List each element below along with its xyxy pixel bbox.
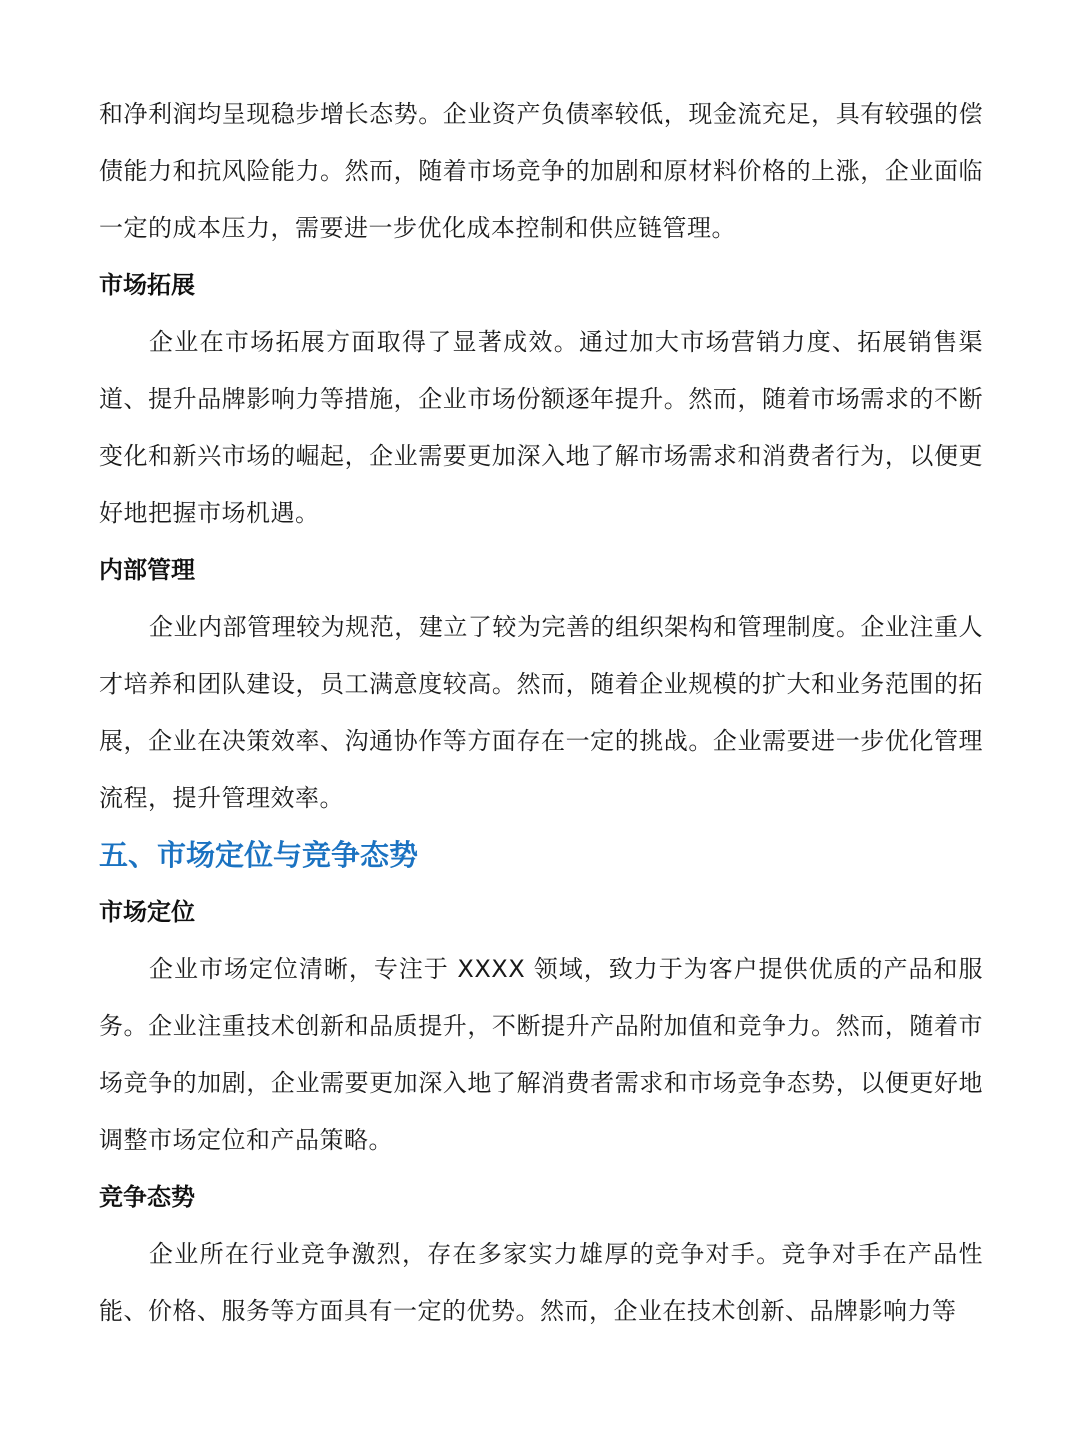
paragraph-market-expansion: 企业在市场拓展方面取得了显著成效。通过加大市场营销力度、拓展销售渠道、提升品牌影响力等措施，企业市场份额逐年提升。然而，随着市场需求的不断变化和新兴市场的崛起，企业需要更加深入地了解市场需求和消费者行为，以便更好地把握市场机遇。 xyxy=(99,328,983,527)
subheading-market-expansion: 市场拓展 xyxy=(99,271,195,299)
paragraph-market-positioning: 企业市场定位清晰，专注于 XXXX 领域，致力于为客户提供优质的产品和服务。企业注重技术创新和品质提升，不断提升产品附加值和竞争力。然而，随着市场竞争的加剧，企业需要更加深入地了解消费者需求和市场竞争态势，以便更好地调整市场定位和产品策略。 xyxy=(99,955,983,1154)
subheading-competition: 竞争态势 xyxy=(99,1183,195,1211)
paragraph-financial-summary: 和净利润均呈现稳步增长态势。企业资产负债率较低，现金流充足，具有较强的偿债能力和抗风险能力。然而，随着市场竞争的加剧和原材料价格的上涨，企业面临一定的成本压力，需要进一步优化成本控制和供应链管理。 xyxy=(99,100,983,242)
subheading-internal-management: 内部管理 xyxy=(99,556,195,584)
document-page xyxy=(99,86,983,1340)
section-heading-market-positioning-competition: 五、市场定位与竞争态势 xyxy=(99,838,419,872)
subheading-market-positioning: 市场定位 xyxy=(99,898,195,926)
paragraph-competition: 企业所在行业竞争激烈，存在多家实力雄厚的竞争对手。竞争对手在产品性能、价格、服务等方面具有一定的优势。然而，企业在技术创新、品牌影响力等 xyxy=(99,1240,983,1325)
paragraph-internal-management: 企业内部管理较为规范，建立了较为完善的组织架构和管理制度。企业注重人才培养和团队建设，员工满意度较高。然而，随着企业规模的扩大和业务范围的拓展，企业在决策效率、沟通协作等方面存在一定的挑战。企业需要进一步优化管理流程，提升管理效率。 xyxy=(99,613,983,812)
